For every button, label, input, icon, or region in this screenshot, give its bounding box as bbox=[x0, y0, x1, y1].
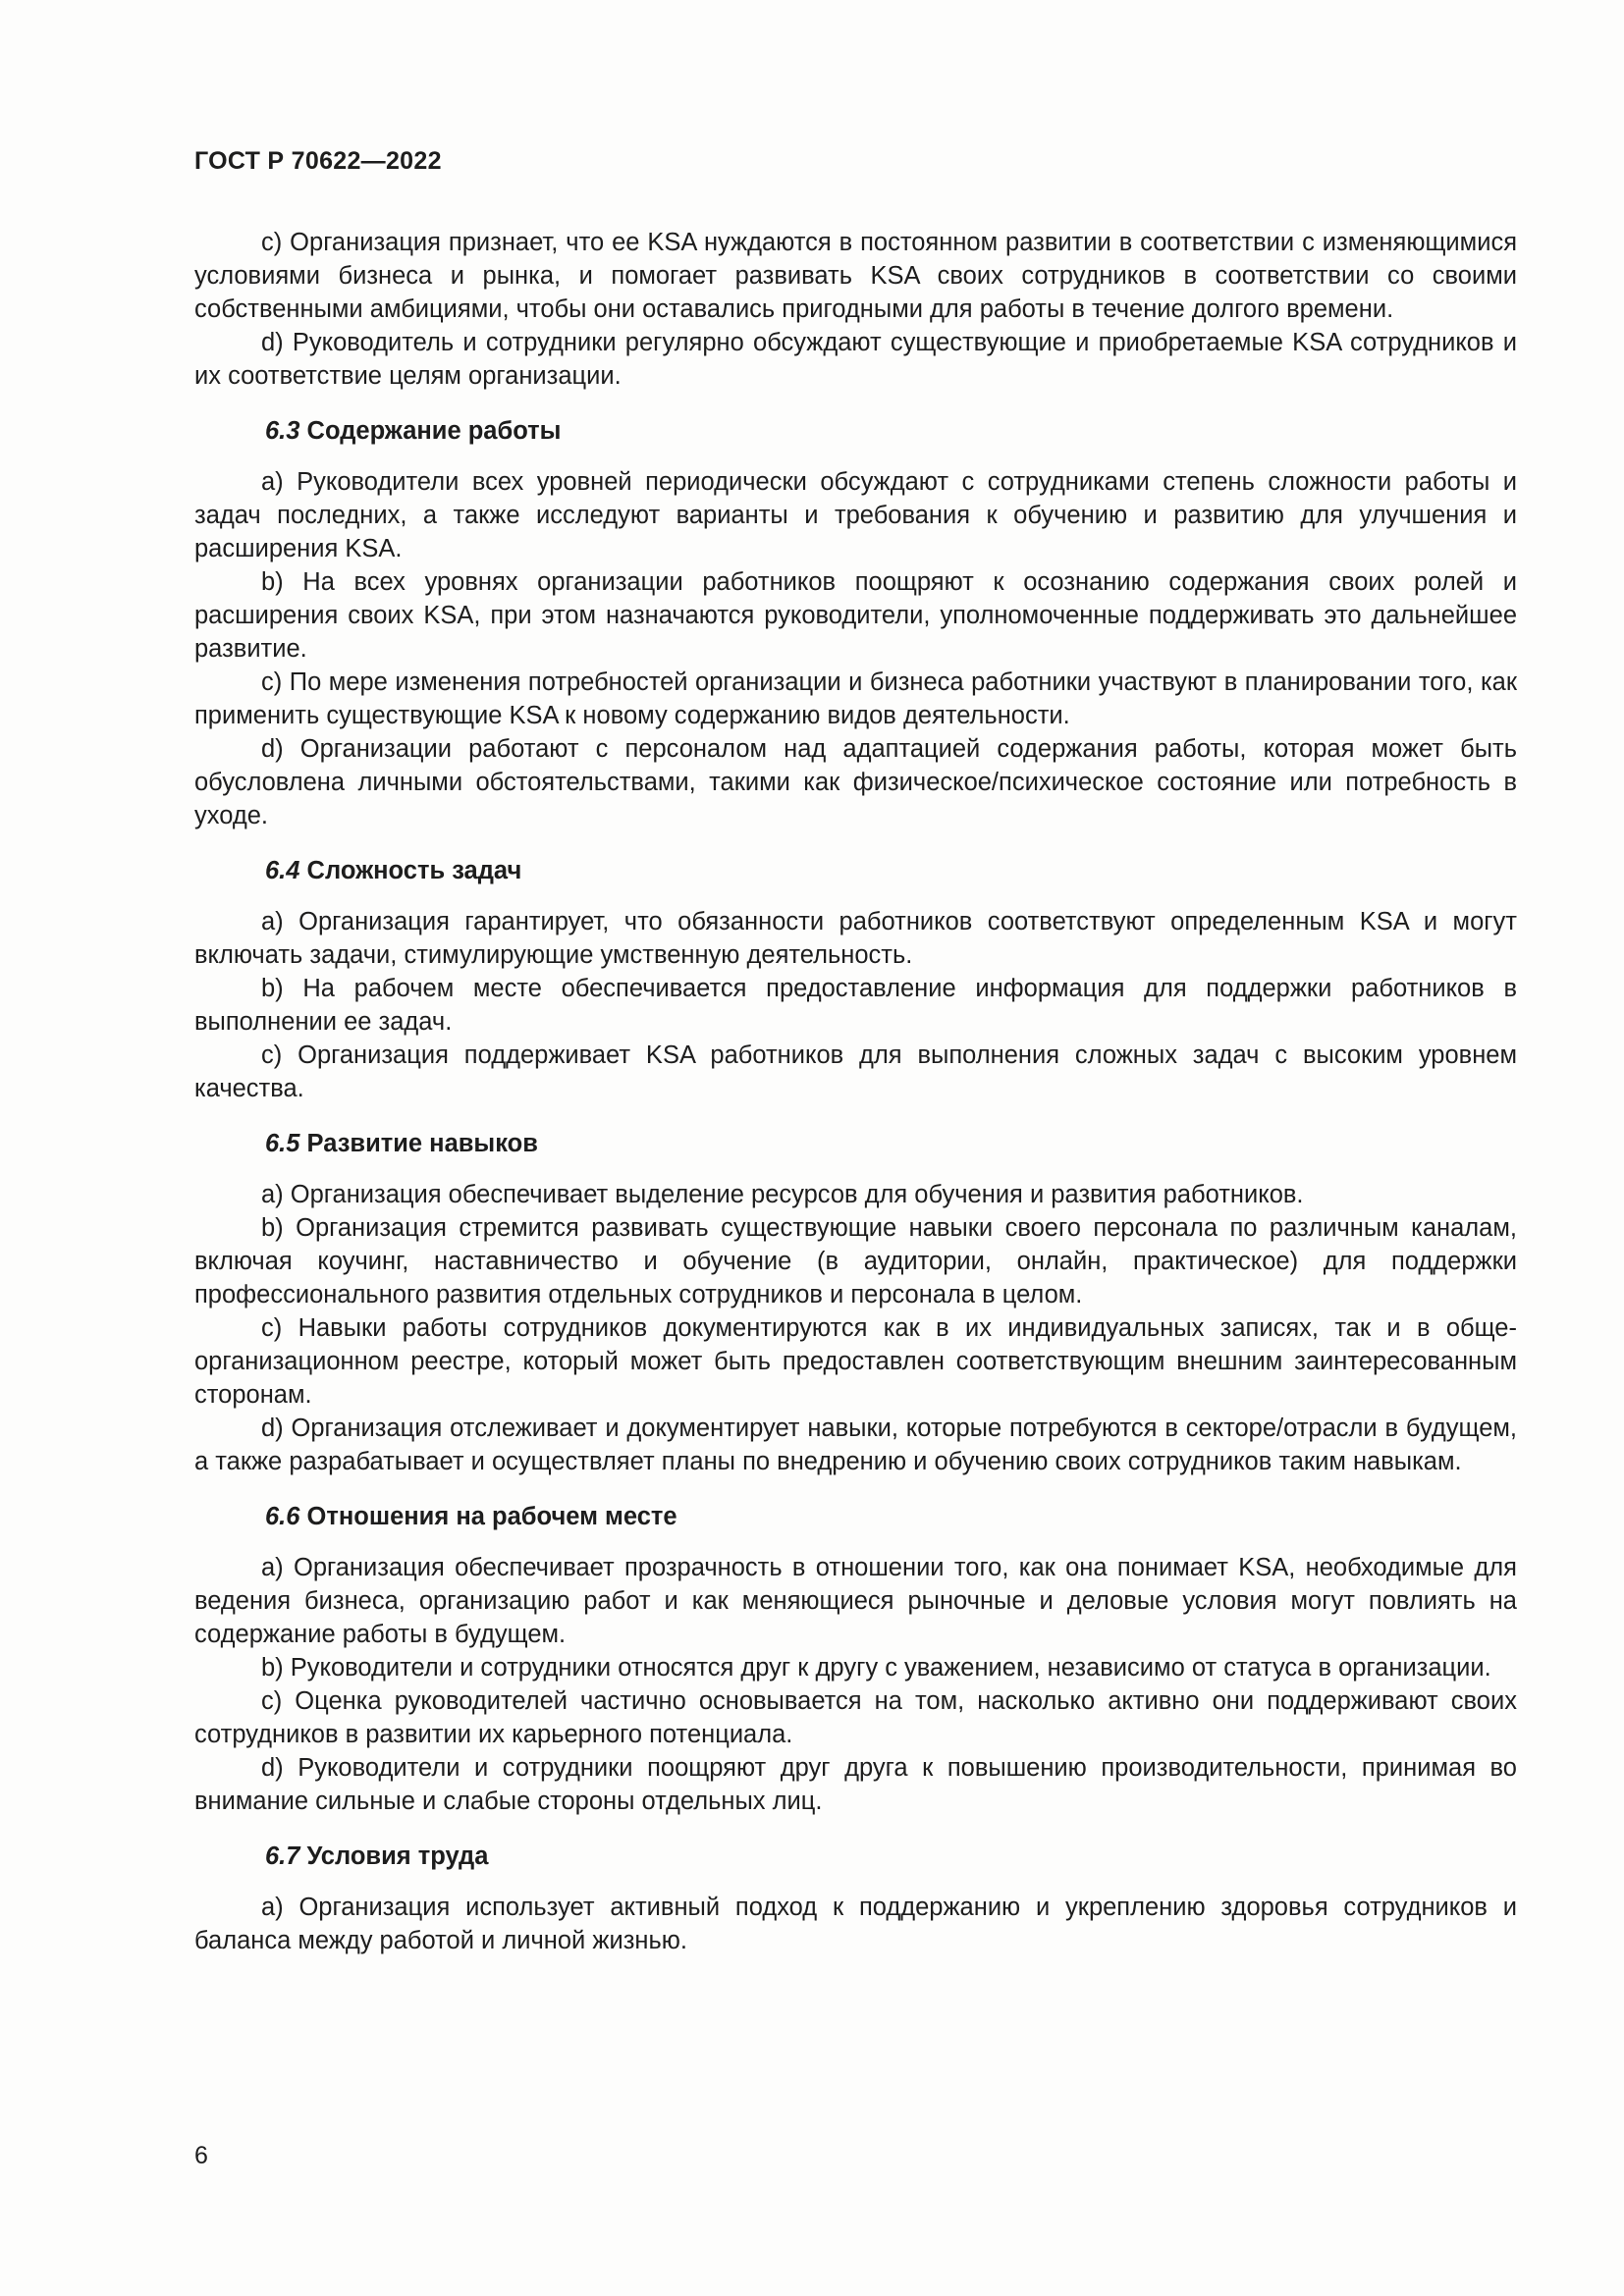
section-heading-6-3 bbox=[194, 414, 1517, 448]
paragraph: d) Руководители и сотрудники поощряют друг друга к повышению производительности, принимая во внимание сильные и слабые стороны отдельных лиц. bbox=[194, 1754, 1517, 1815]
paragraph: a) Организация обеспечивает прозрачность в отношении того, как она понимает KSA, необходимые для ведения бизнеса, организацию работ и как меняющиеся рыночные и деловые условия могут повлиять на содержание работы в будущем. bbox=[194, 1554, 1517, 1648]
paragraph: d) Руководитель и сотрудники регулярно обсуждают существующие и приобретаемые KSA сотрудников и их соответствие целям организации. bbox=[194, 329, 1517, 390]
page-number: 6 bbox=[194, 2142, 208, 2169]
section-heading-6-4 bbox=[194, 854, 1517, 887]
section-number: 6.5 bbox=[265, 1130, 300, 1157]
section-number: 6.4 bbox=[265, 857, 300, 884]
section-title: Содержание работы bbox=[306, 417, 562, 445]
paragraph: a) Организация обеспечивает выделение ресурсов для обучения и развития работников. bbox=[261, 1181, 1304, 1208]
paragraph: c) Оценка руководителей частично основывается на том, насколько активно они поддерживают своих сотрудников в развитии их карьерного потенциала. bbox=[194, 1687, 1517, 1748]
section-title: Развитие навыков bbox=[306, 1130, 538, 1157]
section-title: Сложность задач bbox=[306, 857, 522, 884]
section-title: Условия труда bbox=[306, 1842, 489, 1870]
section-number: 6.6 bbox=[265, 1503, 300, 1530]
paragraph: d) Организации работают с персоналом над адаптацией содержания работы, которая может быть обусловлена личными обстоятельствами, такими как физическое/психическое состояние или потребность в уходе. bbox=[194, 735, 1517, 829]
section-heading-6-5 bbox=[194, 1127, 1517, 1160]
paragraph: b) На рабочем месте обеспечивается предоставление информация для поддержки работников в выполнении ее задач. bbox=[194, 975, 1517, 1036]
document-header: ГОСТ Р 70622—2022 bbox=[194, 147, 442, 175]
section-heading-6-7 bbox=[194, 1840, 1517, 1873]
section-number: 6.7 bbox=[265, 1842, 300, 1870]
document-body bbox=[194, 226, 1517, 1957]
paragraph: c) По мере изменения потребностей организации и бизнеса работники участвуют в планировании того, как применить существующие KSA к новому содержанию видов деятельности. bbox=[194, 668, 1517, 729]
section-heading-6-6 bbox=[194, 1500, 1517, 1533]
paragraph: a) Организация гарантирует, что обязанности работников соответствуют определенным KSA и могут включать задачи, стимулирующие умственную деятельность. bbox=[194, 908, 1517, 969]
section-title: Отношения на рабочем месте bbox=[306, 1503, 677, 1530]
paragraph: c) Организация поддерживает KSA работников для выполнения сложных задач с высоким уровнем качества. bbox=[194, 1041, 1517, 1102]
paragraph: b) Руководители и сотрудники относятся друг к другу с уважением, независимо от статуса в организации. bbox=[261, 1654, 1491, 1682]
section-number: 6.3 bbox=[265, 417, 300, 445]
paragraph: c) Организация признает, что ее KSA нуждаются в постоянном развитии в соответствии с изменяющимися условиями бизнеса и рынка, и помогает развивать KSA своих сотрудников в соответствии со своими собственными амбициями, чтобы они оставались пригодными для работы в течение долгого времени. bbox=[194, 229, 1517, 323]
paragraph: a) Организация использует активный подход к поддержанию и укреплению здоровья сотрудников и баланса между работой и личной жизнью. bbox=[194, 1894, 1517, 1954]
paragraph: b) Организация стремится развивать существующие навыки своего персонала по различным каналам, включая коучинг, наставничество и обучение (в аудитории, онлайн, практическое) для поддержки профессионального развития отдельных сотрудников и персонала в целом. bbox=[194, 1214, 1517, 1308]
paragraph: c) Навыки работы сотрудников документируются как в их индивидуальных записях, так и в общеорганизационном реестре, который может быть предоставлен соответствующим внешним заинтересованным сторонам. bbox=[194, 1314, 1517, 1409]
paragraph: a) Руководители всех уровней периодически обсуждают с сотрудниками степень сложности работы и задач последних, а также исследуют варианты и требования к обучению и развитию для улучшения и расширения KSA. bbox=[194, 468, 1517, 562]
paragraph: d) Организация отслеживает и документирует навыки, которые потребуются в секторе/отрасли в будущем, а также разрабатывает и осуществляет планы по внедрению и обучению своих сотрудников таким навыкам. bbox=[194, 1415, 1517, 1475]
paragraph: b) На всех уровнях организации работников поощряют к осознанию содержания своих ролей и расширения своих KSA, при этом назначаются руководители, уполномоченные поддерживать это дальнейшее развитие. bbox=[194, 568, 1517, 663]
